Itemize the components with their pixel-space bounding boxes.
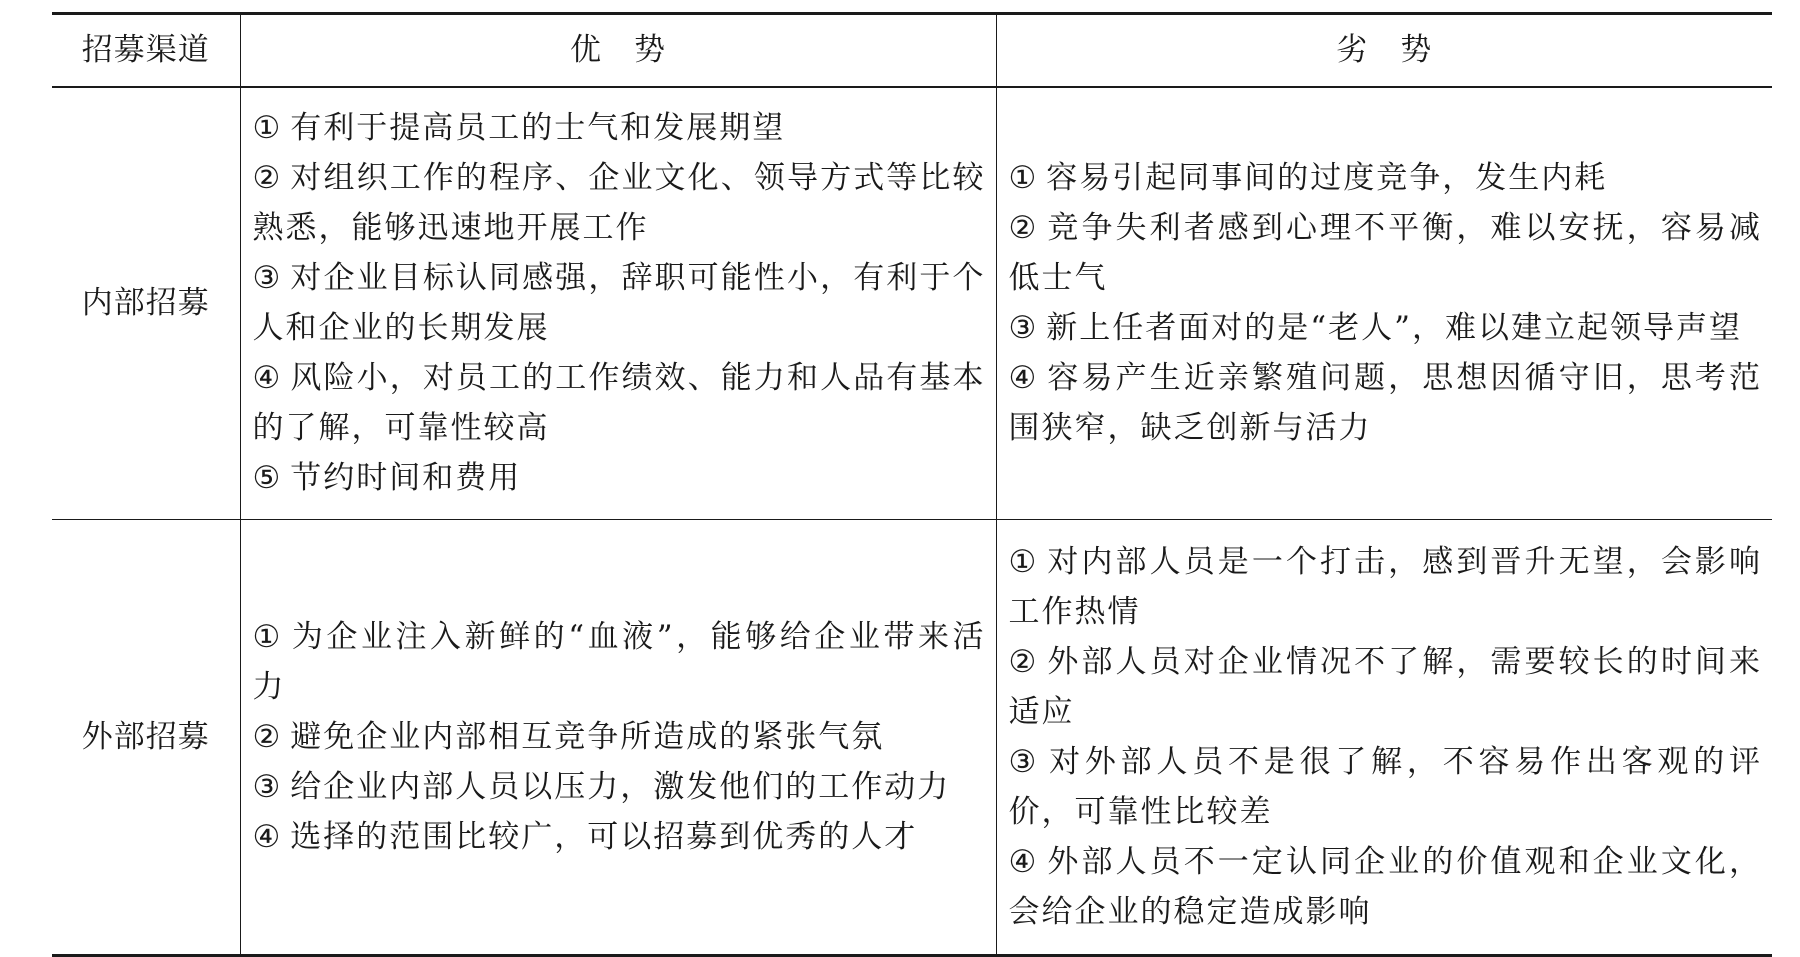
- list-item: ④ 选择的范围比较广，可以招募到优秀的人才: [252, 818, 918, 855]
- list-item: ① 容易引起同事间的过度竞争，发生内耗: [1008, 160, 1608, 196]
- header-disadvantages: 劣 势: [996, 14, 1772, 87]
- list-item: ③ 新上任者面对的是“老人”，难以建立起领导声望: [1008, 310, 1742, 346]
- list-item: ⑤ 节约时间和费用: [252, 460, 522, 496]
- header-advantages: 优 势: [240, 14, 996, 87]
- advantages-internal: [240, 87, 996, 520]
- list-item: ④ 风险小，对员工的工作绩效、能力和人品有基本的了解，可靠性较高: [252, 360, 986, 446]
- recruitment-channel-table: [52, 12, 1772, 957]
- disadvantages-external: [996, 519, 1772, 955]
- header-channel: 招募渠道: [52, 14, 240, 87]
- channel-external: 外部招募: [52, 519, 240, 955]
- list-item: ① 对内部人员是一个打击，感到晋升无望，会影响工作热情: [1008, 543, 1762, 630]
- list-item: ④ 外部人员不一定认同企业的价值观和企业文化，会给企业的稳定造成影响: [1008, 843, 1762, 930]
- table-header-row: [52, 14, 1772, 87]
- list-item: ② 外部人员对企业情况不了解，需要较长的时间来适应: [1008, 643, 1762, 730]
- list-item: ② 对组织工作的程序、企业文化、领导方式等比较熟悉，能够迅速地开展工作: [252, 160, 986, 246]
- list-item: ③ 给企业内部人员以压力，激发他们的工作动力: [252, 768, 951, 805]
- list-item: ④ 容易产生近亲繁殖问题，思想因循守旧，思考范围狭窄，缺乏创新与活力: [1008, 360, 1762, 446]
- disadvantages-internal: [996, 87, 1772, 520]
- list-item: ① 有利于提高员工的士气和发展期望: [252, 110, 786, 146]
- list-item: ③ 对外部人员不是很了解，不容易作出客观的评价，可靠性比较差: [1008, 743, 1762, 830]
- list-item: ③ 对企业目标认同感强，辞职可能性小，有利于个人和企业的长期发展: [252, 260, 986, 346]
- list-item: ② 避免企业内部相互竞争所造成的紧张气氛: [252, 718, 885, 755]
- advantages-external: [240, 519, 996, 955]
- list-item: ① 为企业注入新鲜的“血液”，能够给企业带来活力: [252, 618, 986, 705]
- channel-internal: 内部招募: [52, 87, 240, 520]
- table-row-external: [52, 519, 1772, 955]
- list-item: ② 竞争失利者感到心理不平衡，难以安抚，容易减低士气: [1008, 210, 1762, 296]
- table-row-internal: [52, 87, 1772, 520]
